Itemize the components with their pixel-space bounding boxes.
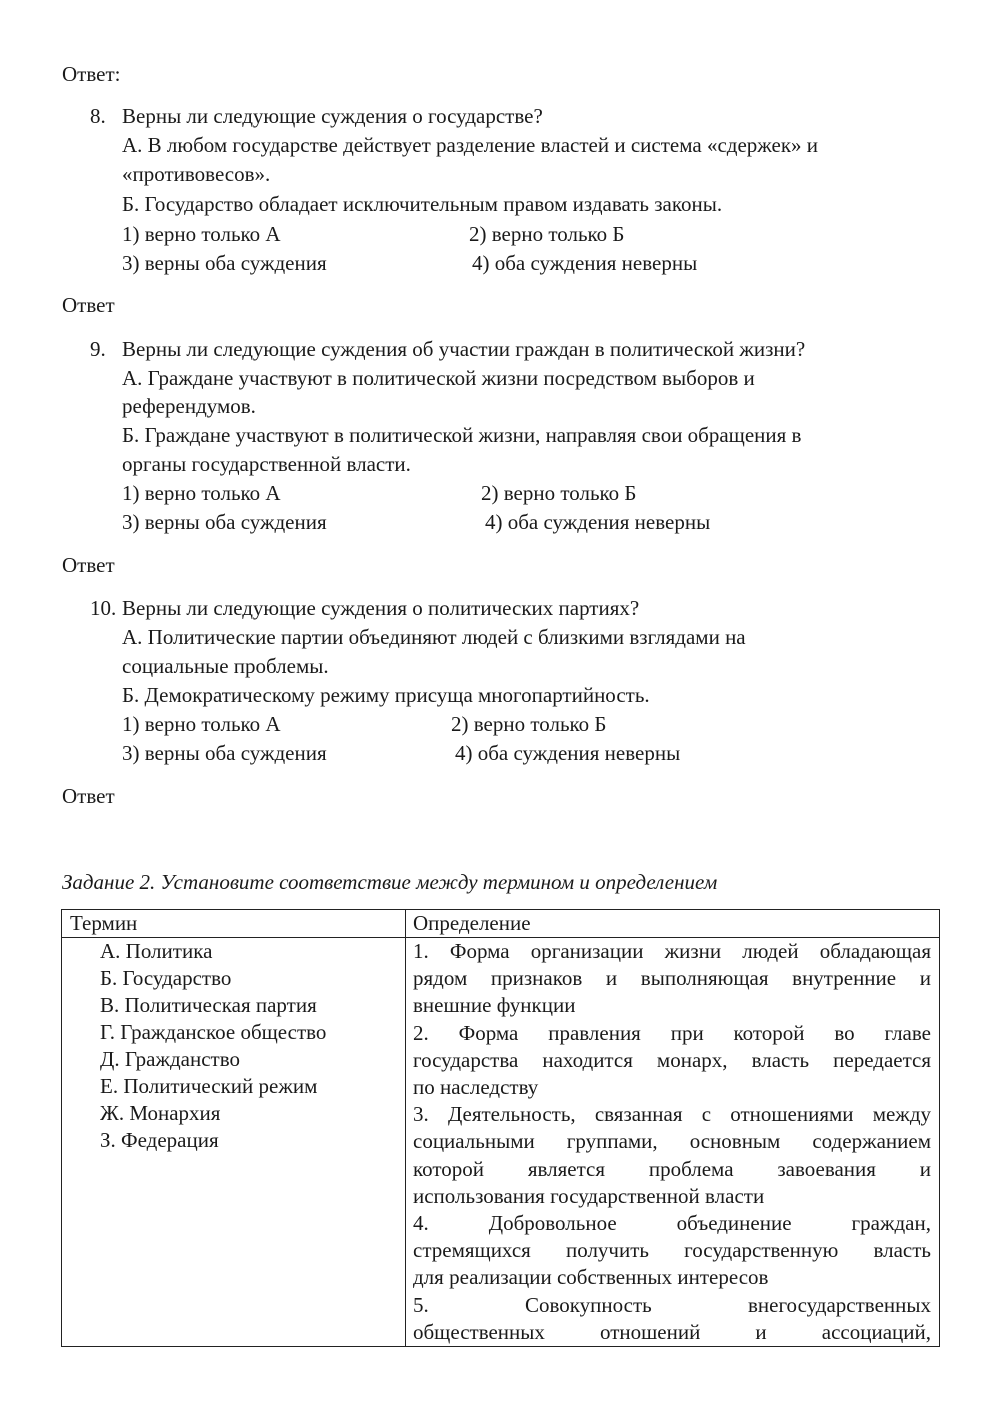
definition-line: общественных отношений и ассоциаций, [413, 1319, 931, 1344]
answer-label: Ответ [62, 553, 115, 577]
term-item: А. Политика [100, 939, 213, 963]
option-3: 3) верны оба суждения [122, 741, 327, 765]
term-item: Е. Политический режим [100, 1074, 318, 1098]
question-title: Верны ли следующие суждения о государстве? [122, 104, 543, 128]
term-column-header: Термин [62, 910, 406, 938]
statement-a-cont: социальные проблемы. [122, 654, 329, 678]
question-title: Верны ли следующие суждения об участии граждан в политической жизни? [122, 337, 806, 361]
statement-a-cont: «противовесов». [122, 162, 271, 186]
option-1: 1) верно только А [122, 481, 281, 505]
terms-cell [62, 938, 406, 1347]
definition-line: государства находится монарх, власть передается [413, 1047, 931, 1072]
answer-label: Ответ [62, 784, 115, 808]
definition-line: 1. Форма организации жизни людей обладающая [413, 939, 931, 963]
answer-label: Ответ [62, 293, 115, 317]
definition-line: 3. Деятельность, связанная с отношениями между [413, 1102, 931, 1127]
task2-heading: Задание 2. Установите соответствие между термином и определением [62, 870, 718, 894]
statement-a: А. Граждане участвуют в политической жизни посредством выборов и [122, 366, 755, 390]
statement-b-cont: органы государственной власти. [122, 452, 411, 476]
option-3: 3) верны оба суждения [122, 510, 327, 534]
term-item: Б. Государство [100, 966, 232, 990]
definition-line: 4. Добровольное объединение граждан, [413, 1211, 931, 1236]
top-answer-label: Ответ: [62, 62, 121, 86]
definition-line: 2. Форма правления при которой во главе [413, 1020, 931, 1045]
term-item: З. Федерация [100, 1128, 219, 1152]
statement-a: А. Политические партии объединяют людей с близкими взглядами на [122, 625, 746, 649]
statement-a: А. В любом государстве действует разделение властей и система «сдержек» и [122, 133, 819, 157]
option-4: 4) оба суждения неверны [455, 741, 681, 765]
definition-line: социальными группами, основным содержанием [413, 1129, 931, 1154]
option-4: 4) оба суждения неверны [472, 251, 698, 275]
question-number: 8. [90, 104, 106, 128]
option-1: 1) верно только А [122, 222, 281, 246]
definition-line: для реализации собственных интересов [413, 1265, 769, 1290]
statement-b: Б. Государство обладает исключительным правом издавать законы. [122, 192, 723, 216]
term-item: Д. Гражданство [100, 1047, 240, 1071]
definition-line: внешние функции [413, 993, 576, 1018]
option-2: 2) верно только Б [451, 712, 607, 736]
table-header-row [62, 910, 940, 938]
option-3: 3) верны оба суждения [122, 251, 327, 275]
option-2: 2) верно только Б [481, 481, 637, 505]
definition-line: стремящихся получить государственную власть [413, 1238, 931, 1263]
statement-a-cont: референдумов. [122, 394, 256, 418]
question-number: 9. [90, 337, 106, 361]
definition-line: которой является проблема завоевания и [413, 1156, 931, 1181]
definition-column-header: Определение [406, 910, 940, 938]
option-1: 1) верно только А [122, 712, 281, 736]
question-number: 10. [90, 596, 117, 620]
definition-line: использования государственной власти [413, 1183, 765, 1208]
definitions-cell [406, 938, 940, 1347]
table-body-row [62, 938, 940, 1347]
statement-b: Б. Демократическому режиму присуща многопартийность. [122, 683, 650, 707]
term-item: В. Политическая партия [100, 993, 317, 1017]
question-title: Верны ли следующие суждения о политических партиях? [122, 596, 640, 620]
term-item: Ж. Монархия [100, 1101, 221, 1125]
definition-line: по наследству [413, 1075, 539, 1100]
definition-line: рядом признаков и выполняющая внутренние и [413, 966, 931, 991]
term-item: Г. Гражданское общество [100, 1020, 327, 1044]
option-2: 2) верно только Б [469, 222, 625, 246]
option-4: 4) оба суждения неверны [485, 510, 711, 534]
definition-line: 5. Совокупность внегосударственных [413, 1292, 931, 1317]
statement-b: Б. Граждане участвуют в политической жизни, направляя свои обращения в [122, 423, 802, 447]
matching-table [61, 909, 940, 1347]
